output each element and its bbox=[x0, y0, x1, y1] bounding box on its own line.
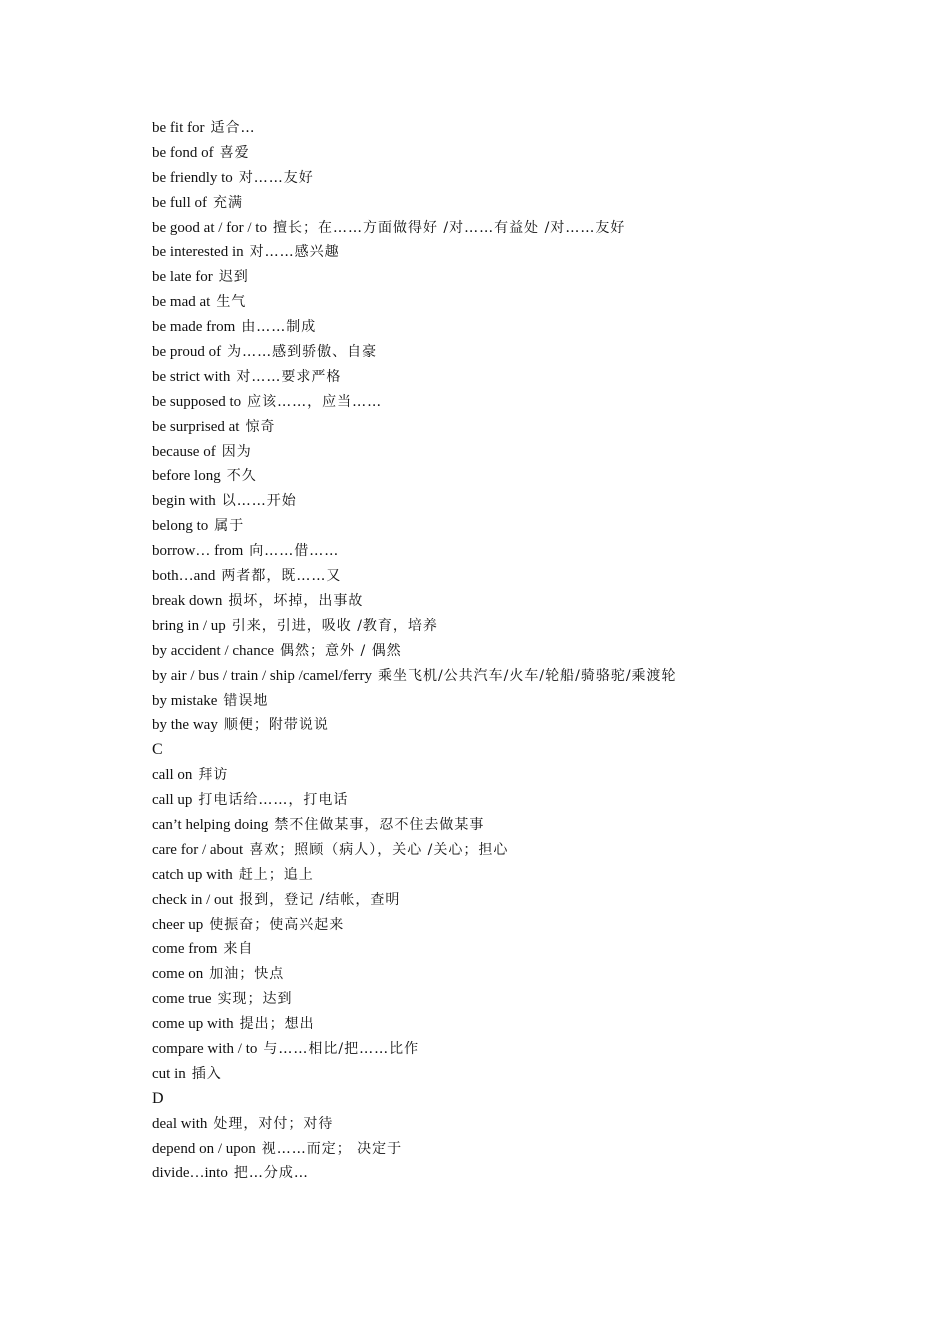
phrase-term: come on bbox=[152, 966, 204, 983]
phrase-meaning: 把…分成… bbox=[233, 1165, 309, 1182]
phrase-term: break down bbox=[152, 592, 223, 609]
phrase-meaning: 喜欢；照顾（病人），关心 /关心；担心 bbox=[249, 841, 509, 858]
phrase-meaning: 惊奇 bbox=[245, 418, 276, 435]
phrase-term: deal with bbox=[152, 1115, 208, 1132]
phrase-term: by the way bbox=[152, 717, 218, 734]
phrase-meaning: 因为 bbox=[221, 443, 252, 460]
phrase-term: compare with / to bbox=[152, 1040, 258, 1057]
phrase-meaning: 由……制成 bbox=[241, 319, 317, 336]
phrase-term: cheer up bbox=[152, 916, 204, 933]
phrase-term: by mistake bbox=[152, 692, 218, 709]
phrase-term: by accident / chance bbox=[152, 642, 275, 659]
phrase-term: be late for bbox=[152, 269, 213, 286]
phrase-meaning: 对……友好 bbox=[238, 169, 314, 186]
phrase-meaning: 不久 bbox=[226, 468, 257, 485]
phrase-meaning: 插入 bbox=[191, 1065, 222, 1082]
phrase-term: call on bbox=[152, 767, 193, 784]
section-letter bbox=[152, 738, 752, 763]
phrase-term: belong to bbox=[152, 518, 209, 535]
phrase-entry bbox=[152, 813, 752, 838]
section-letter-text: D bbox=[152, 1089, 164, 1107]
phrase-term: begin with bbox=[152, 493, 216, 510]
phrase-meaning: 以……开始 bbox=[221, 493, 297, 510]
phrase-term: be fit for bbox=[152, 120, 205, 136]
phrase-term: call up bbox=[152, 792, 193, 809]
phrase-meaning: 迟到 bbox=[218, 269, 249, 286]
phrase-meaning: 实现；达到 bbox=[217, 991, 293, 1008]
phrase-meaning: 与……相比/把……比作 bbox=[263, 1040, 420, 1057]
phrase-term: before long bbox=[152, 468, 221, 485]
phrase-meaning: 拜访 bbox=[198, 767, 229, 784]
phrase-entry bbox=[152, 216, 752, 241]
phrase-entry bbox=[152, 415, 752, 440]
phrase-entry bbox=[152, 240, 752, 265]
phrase-entry bbox=[152, 1161, 752, 1186]
phrase-entry bbox=[152, 863, 752, 888]
phrase-entry bbox=[152, 315, 752, 340]
phrase-meaning: 视……而定； 决定于 bbox=[261, 1140, 403, 1157]
phrase-entry bbox=[152, 1012, 752, 1037]
phrase-meaning: 对……要求严格 bbox=[236, 368, 342, 385]
phrase-entry bbox=[152, 713, 752, 738]
phrase-meaning: 充满 bbox=[212, 194, 243, 211]
phrase-entry bbox=[152, 489, 752, 514]
phrase-entry bbox=[152, 763, 752, 788]
phrase-meaning: 擅长；在……方面做得好 /对……有益处 /对……友好 bbox=[272, 219, 626, 236]
phrase-entry bbox=[152, 464, 752, 489]
phrase-entry bbox=[152, 589, 752, 614]
phrase-entry bbox=[152, 440, 752, 465]
phrase-entry bbox=[152, 962, 752, 987]
phrase-term: be surprised at bbox=[152, 418, 240, 435]
phrase-entry bbox=[152, 265, 752, 290]
phrase-entry bbox=[152, 116, 752, 141]
phrase-meaning: 报到，登记 /结帐，查明 bbox=[239, 891, 401, 908]
section-letter bbox=[152, 1087, 752, 1112]
phrase-meaning: 生气 bbox=[216, 294, 247, 311]
phrase-meaning: 属于 bbox=[214, 518, 245, 535]
phrase-meaning: 应该……，应当…… bbox=[247, 393, 383, 410]
phrase-meaning: 喜爱 bbox=[219, 144, 250, 161]
phrase-term: come up with bbox=[152, 1016, 234, 1033]
phrase-entry bbox=[152, 390, 752, 415]
phrase-meaning: 禁不住做某事，忍不住去做某事 bbox=[274, 816, 485, 833]
phrase-term: by air / bus / train / ship /camel/ferry bbox=[152, 667, 372, 684]
phrase-meaning: 适合… bbox=[210, 120, 256, 136]
phrase-meaning: 打电话给……，打电话 bbox=[198, 792, 349, 809]
phrase-entry bbox=[152, 913, 752, 938]
phrase-meaning: 两者都，既……又 bbox=[221, 568, 342, 585]
phrase-term: care for / about bbox=[152, 841, 244, 858]
phrase-entry bbox=[152, 937, 752, 962]
section-letter-text: C bbox=[152, 741, 163, 759]
phrase-meaning: 使振奋；使高兴起来 bbox=[209, 916, 345, 933]
phrase-term: because of bbox=[152, 443, 216, 460]
phrase-meaning: 赶上；追上 bbox=[238, 866, 314, 883]
phrase-meaning: 来自 bbox=[223, 941, 254, 958]
phrase-term: come true bbox=[152, 991, 212, 1008]
phrase-entry bbox=[152, 191, 752, 216]
phrase-term: both…and bbox=[152, 568, 216, 585]
phrase-term: be supposed to bbox=[152, 393, 242, 410]
phrase-meaning: 损坏，坏掉，出事故 bbox=[228, 592, 364, 609]
phrase-term: bring in / up bbox=[152, 617, 226, 634]
phrase-meaning: 加油；快点 bbox=[209, 966, 285, 983]
phrase-list bbox=[152, 116, 752, 1186]
phrase-entry bbox=[152, 141, 752, 166]
phrase-entry bbox=[152, 1112, 752, 1137]
phrase-entry bbox=[152, 514, 752, 539]
phrase-entry bbox=[152, 1137, 752, 1162]
phrase-term: be interested in bbox=[152, 244, 244, 261]
phrase-meaning: 处理，对付；对待 bbox=[213, 1115, 334, 1132]
phrase-term: borrow… from bbox=[152, 543, 244, 560]
phrase-term: can’t helping doing bbox=[152, 816, 269, 833]
phrase-meaning: 引来，引进，吸收 /教育，培养 bbox=[231, 617, 438, 634]
phrase-entry bbox=[152, 614, 752, 639]
phrase-term: come from bbox=[152, 941, 218, 958]
phrase-term: be friendly to bbox=[152, 169, 233, 186]
phrase-entry bbox=[152, 689, 752, 714]
phrase-term: depend on / upon bbox=[152, 1140, 256, 1157]
phrase-meaning: 为……感到骄傲、自豪 bbox=[227, 344, 378, 361]
phrase-entry bbox=[152, 788, 752, 813]
phrase-entry bbox=[152, 639, 752, 664]
phrase-term: be good at / for / to bbox=[152, 219, 267, 236]
phrase-meaning: 偶然；意外 / 偶然 bbox=[280, 642, 402, 659]
phrase-meaning: 向……借…… bbox=[249, 543, 340, 560]
phrase-term: be proud of bbox=[152, 344, 222, 361]
phrase-meaning: 提出；想出 bbox=[239, 1016, 315, 1033]
phrase-meaning: 顺便；附带说说 bbox=[223, 717, 329, 734]
phrase-term: be mad at bbox=[152, 294, 211, 311]
phrase-term: be fond of bbox=[152, 144, 214, 161]
phrase-entry bbox=[152, 290, 752, 315]
phrase-meaning: 乘坐飞机/公共汽车/火车/轮船/骑骆驼/乘渡轮 bbox=[377, 667, 677, 684]
phrase-entry bbox=[152, 1037, 752, 1062]
phrase-entry bbox=[152, 838, 752, 863]
phrase-entry bbox=[152, 1062, 752, 1087]
phrase-term: be full of bbox=[152, 194, 207, 211]
phrase-entry bbox=[152, 166, 752, 191]
phrase-entry bbox=[152, 664, 752, 689]
phrase-entry bbox=[152, 340, 752, 365]
phrase-term: catch up with bbox=[152, 866, 233, 883]
phrase-meaning: 错误地 bbox=[223, 692, 269, 709]
phrase-term: be strict with bbox=[152, 368, 231, 385]
phrase-meaning: 对……感兴趣 bbox=[249, 244, 340, 261]
phrase-entry bbox=[152, 888, 752, 913]
phrase-entry bbox=[152, 365, 752, 390]
phrase-term: check in / out bbox=[152, 891, 234, 908]
phrase-term: be made from bbox=[152, 319, 236, 336]
phrase-entry bbox=[152, 539, 752, 564]
phrase-term: divide…into bbox=[152, 1165, 228, 1182]
phrase-entry bbox=[152, 987, 752, 1012]
phrase-entry bbox=[152, 564, 752, 589]
phrase-term: cut in bbox=[152, 1065, 186, 1082]
